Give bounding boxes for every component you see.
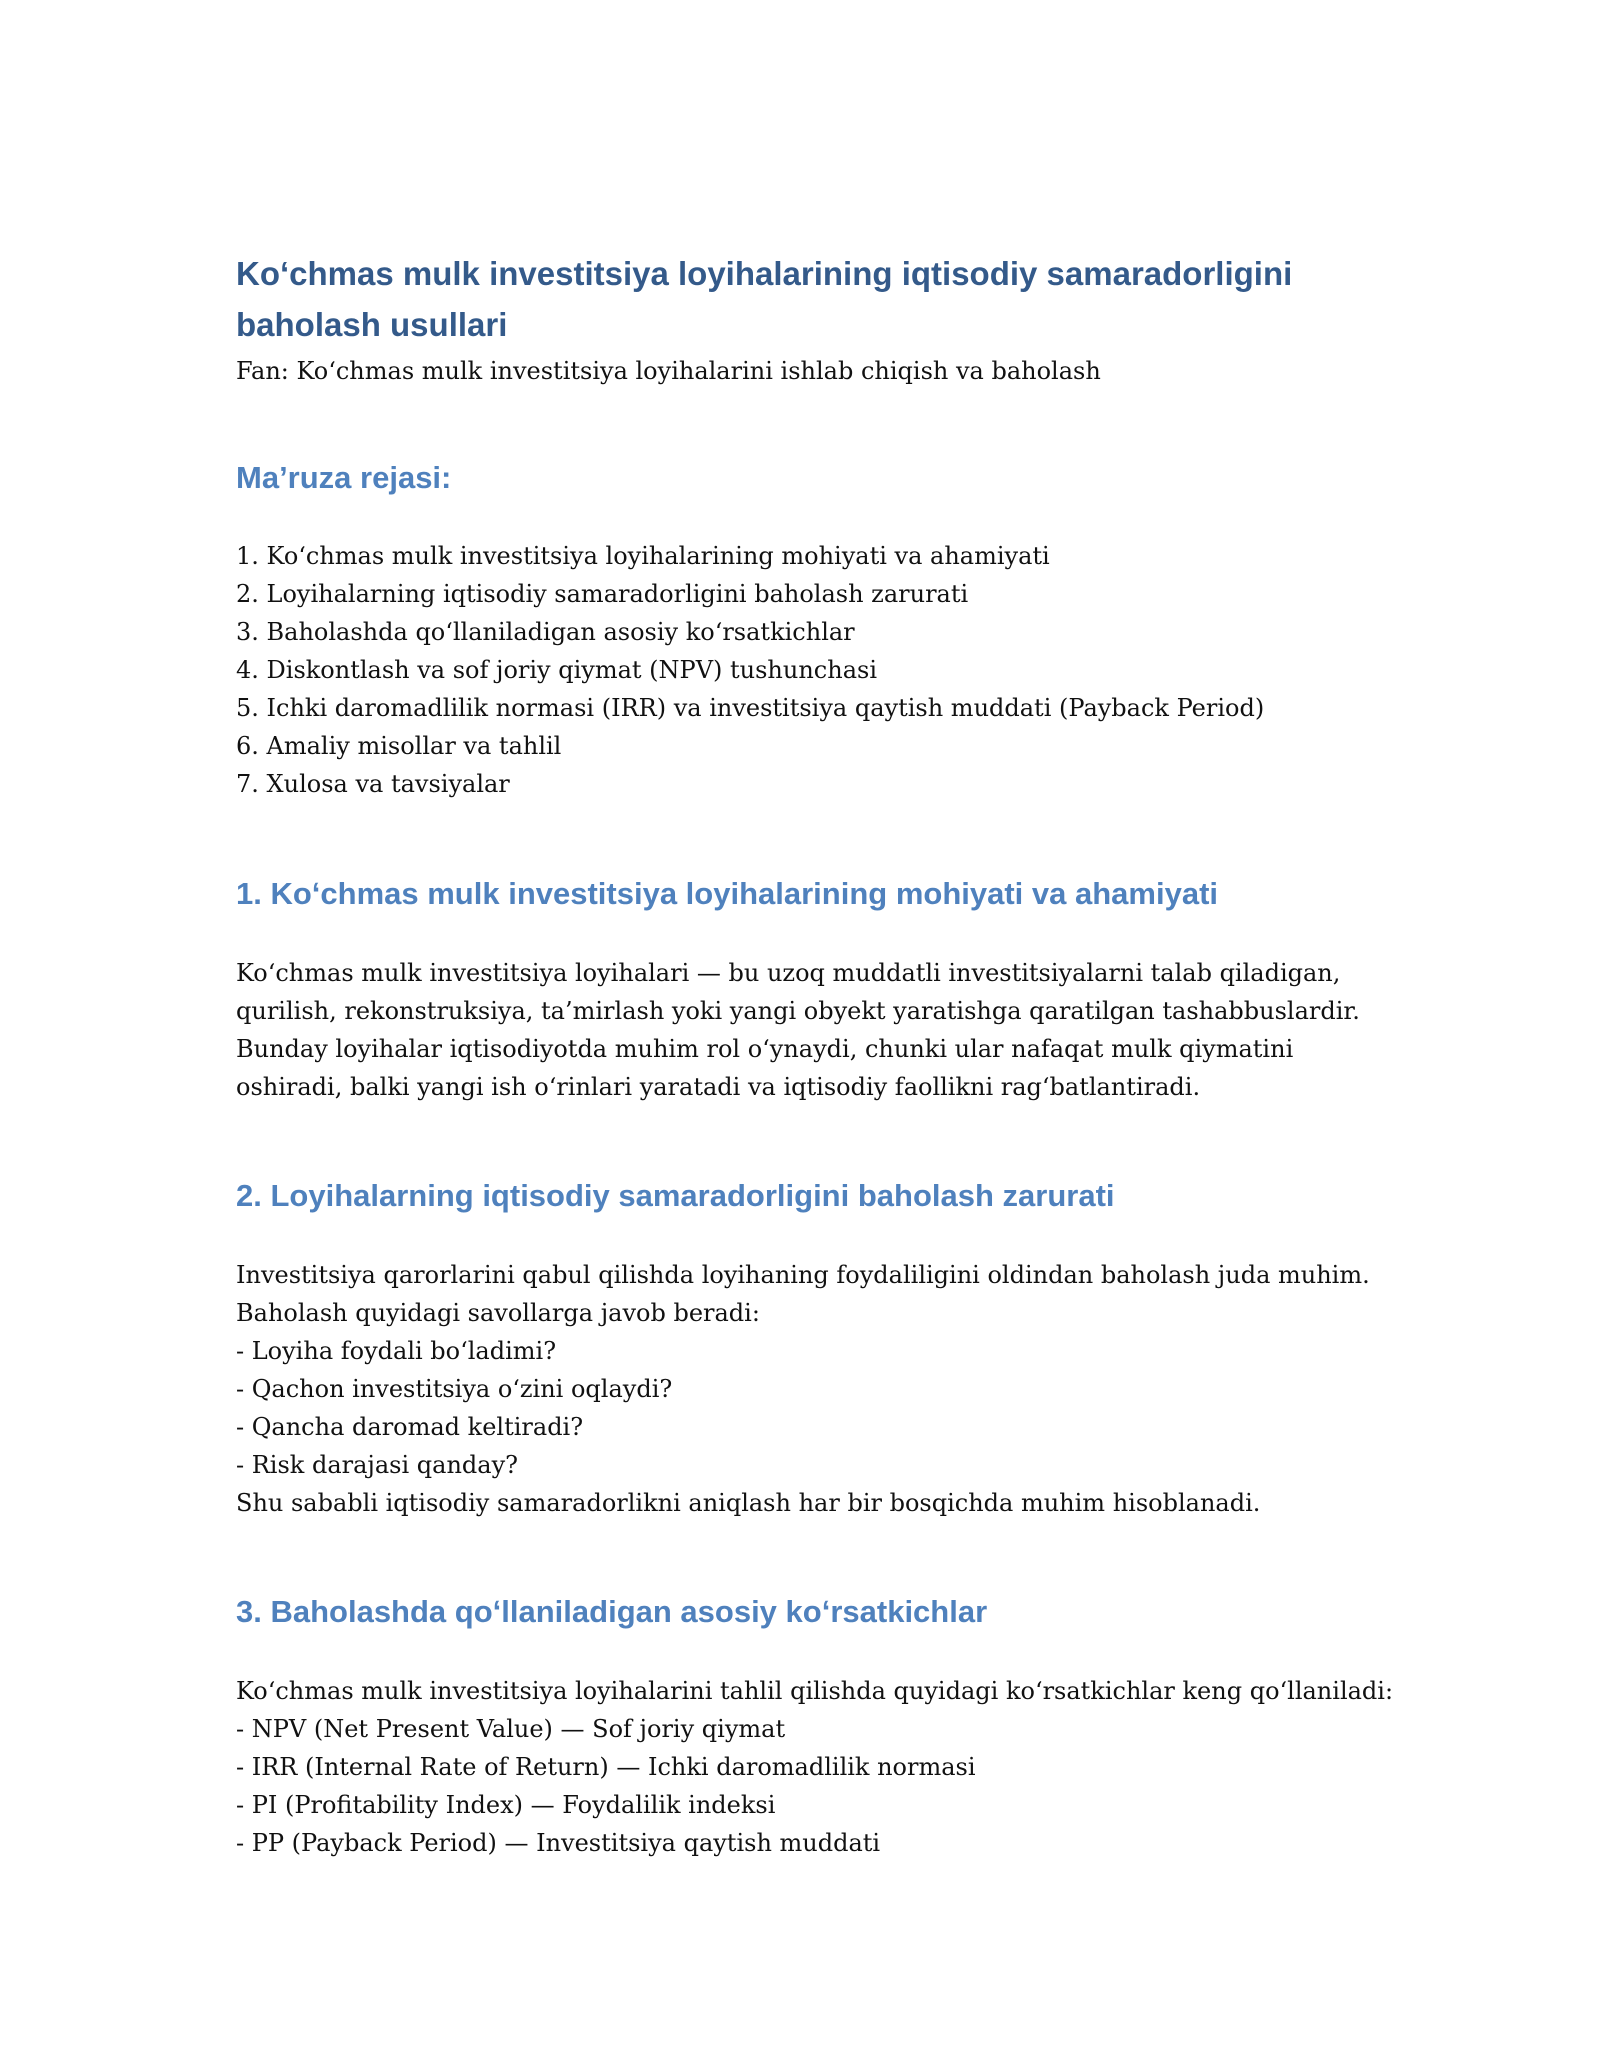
section-1-heading: 1. Koʻchmas mulk investitsiya loyihalarining mohiyati va ahamiyati: [236, 876, 1219, 911]
bullet-line: - Qachon investitsiya oʻzini oqlaydi?: [236, 1375, 673, 1403]
document-title: Koʻchmas mulk investitsiya loyihalarining iqtisodiy samaradorligini baholash usullari: [236, 255, 1293, 343]
document-subject: Fan: Koʻchmas mulk investitsiya loyihalarini ishlab chiqish va baholash: [236, 357, 1101, 385]
plan-item: 5. Ichki daromadlilik normasi (IRR) va investitsiya qaytish muddati (Payback Period): [236, 694, 1265, 722]
plan-item: 4. Diskontlash va sof joriy qiymat (NPV) tushunchasi: [236, 656, 878, 684]
paragraph-line: oshiradi, balki yangi ish oʻrinlari yaratadi va iqtisodiy faollikni ragʻbatlantiradi.: [236, 1073, 1201, 1101]
paragraph-line: Koʻchmas mulk investitsiya loyihalarini tahlil qilishda quyidagi koʻrsatkichlar keng qoʻllaniladi:: [236, 1677, 1394, 1705]
paragraph-line: Shu sababli iqtisodiy samaradorlikni aniqlash har bir bosqichda muhim hisoblanadi.: [236, 1489, 1261, 1517]
paragraph-line: Investitsiya qarorlarini qabul qilishda loyihaning foydaliligini oldindan baholash juda muhim.: [236, 1261, 1370, 1289]
paragraph-line: Baholash quyidagi savollarga javob beradi:: [236, 1299, 760, 1327]
paragraph-line: Bunday loyihalar iqtisodiyotda muhim rol oʻynaydi, chunki ular nafaqat mulk qiymatini: [236, 1035, 1294, 1063]
bullet-line: - PP (Payback Period) — Investitsiya qaytish muddati: [236, 1829, 881, 1857]
plan-item: 2. Loyihalarning iqtisodiy samaradorligini baholash zarurati: [236, 580, 969, 608]
paragraph-line: qurilish, rekonstruksiya, ta’mirlash yoki yangi obyekt yaratishga qaratilgan tashabbuslardir.: [236, 997, 1360, 1025]
plan-item: 3. Baholashda qoʻllaniladigan asosiy koʻrsatkichlar: [236, 618, 855, 646]
plan-item: 6. Amaliy misollar va tahlil: [236, 732, 562, 760]
section-3-body: [236, 1672, 1393, 1862]
section-2-heading: 2. Loyihalarning iqtisodiy samaradorligini baholash zarurati: [236, 1178, 1115, 1213]
section-3-heading: 3. Baholashda qoʻllaniladigan asosiy koʻrsatkichlar: [236, 1594, 988, 1629]
bullet-line: - PI (Profitability Index) — Foydalilik indeksi: [236, 1791, 776, 1819]
plan-heading: Ma’ruza rejasi:: [236, 460, 452, 495]
bullet-line: - NPV (Net Present Value) — Sof joriy qiymat: [236, 1715, 786, 1743]
bullet-line: - IRR (Internal Rate of Return) — Ichki daromadlilik normasi: [236, 1753, 976, 1781]
plan-item: 7. Xulosa va tavsiyalar: [236, 770, 510, 798]
bullet-line: - Qancha daromad keltiradi?: [236, 1413, 584, 1441]
paragraph-line: Koʻchmas mulk investitsiya loyihalari — bu uzoq muddatli investitsiyalarni talab qiladigan,: [236, 959, 1341, 987]
section-1-body: [236, 954, 1360, 1106]
plan-item: 1. Koʻchmas mulk investitsiya loyihalarining mohiyati va ahamiyati: [236, 542, 1050, 570]
bullet-line: - Loyiha foydali boʻladimi?: [236, 1337, 557, 1365]
plan-list: [236, 537, 1264, 803]
bullet-line: - Risk darajasi qanday?: [236, 1451, 519, 1479]
section-2-body: [236, 1256, 1370, 1522]
